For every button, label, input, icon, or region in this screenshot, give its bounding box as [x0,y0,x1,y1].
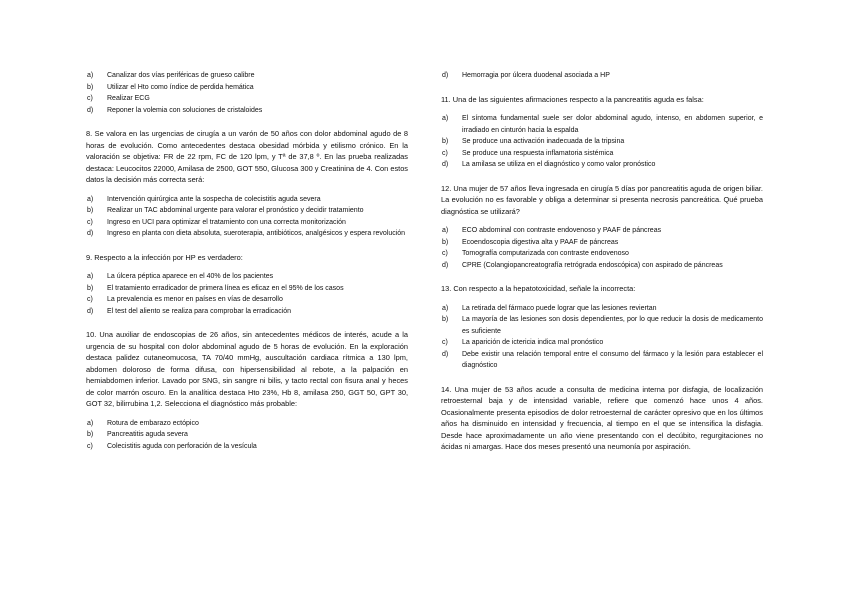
option: b) Realizar un TAC abdominal urgente para valorar el pronóstico y decidir tratamiento [87,207,364,214]
option: c) La prevalencia es menor en países en vías de desarrollo [87,296,283,303]
option: a) Rotura de embarazo ectópico [87,419,199,427]
option: c) Colecistitis aguda con perforación de la vesícula [87,442,257,450]
left-column [86,70,408,464]
option: b) Ecoendoscopia digestiva alta y PAAF de páncreas [442,238,619,246]
option: a) La retirada del fármaco puede lograr que las lesiones reviertan [442,304,657,312]
option: a) Intervención quirúrgica ante la sospecha de colecistitis aguda severa [87,195,321,203]
option: d) CPRE (Colangiopancreatografía retrógrada endoscópica) con aspirado de páncreas [442,261,723,269]
question-9-options [86,271,408,317]
option: c) Realizar ECG [87,95,150,102]
question-8-options [86,194,408,240]
prev-question-options [86,70,408,116]
question-12-options [441,225,763,271]
option: a) Canalizar dos vías periféricas de grueso calibre [87,72,255,79]
option: b) La mayoría de las lesiones son dosis dependientes, por lo que reducir la dosis de medicamento es suficiente [442,316,763,335]
question-10-options [86,418,408,453]
option: a) La úlcera péptica aparece en el 40% de los pacientes [87,273,274,280]
option: b) El tratamiento erradicador de primera línea es eficaz en el 95% de los casos [87,284,344,292]
question-11: 11. Una de las siguientes afirmaciones respecto a la pancreatitis aguda es falsa: [441,94,704,104]
option: d) El test del aliento se realiza para comprobar la erradicación [87,307,292,315]
option: b) Utilizar el Hto como índice de perdida hemática [87,83,254,91]
question-13: 13. Con respecto a la hepatotoxicidad, señale la incorrecta: [441,284,636,293]
option: c) La aparición de ictericia indica mal pronóstico [442,339,604,346]
option: b) Se produce una activación inadecuada de la tripsina [442,138,625,145]
option: c) Tomografía computarizada con contraste endovenoso [442,250,629,257]
option: a) ECO abdominal con contraste endovenoso y PAAF de páncreas [442,227,662,234]
option: c) Se produce una respuesta inflamatoria sistémica [442,149,614,157]
question-13-options [441,303,763,372]
question-14: 14. Una mujer de 53 años acude a consulta de medicina interna por disfagia, de localización retroesternal baja y de intensidad variable, refiere que comenzó hace unos 4 años. Ocasionalmente presenta episodios de dolor retroesternal de carácter opresivo que en los últimos años ha disminuido en intensidad y frecuencia, al tiempo en el que se intensifica la disfagia. Desde hace aproximadamente un año viene presentando con el decúbito, regurgitaciones no ácidas ni amargas. Hace dos meses presentó una neumonía por aspiración. [441,384,763,451]
option: a) El síntoma fundamental suele ser dolor abdominal agudo, intenso, en abdomen superior, e irradiado en cinturón hacia la espalda [442,115,763,134]
right-column [441,70,763,461]
option: d) Reponer la volemia con soluciones de cristaloides [87,106,263,114]
question-12: 12. Una mujer de 57 años lleva ingresada en cirugía 5 días por pancreatitis aguda de origen biliar. La evolución no es favorable y obliga a determinar si presenta necrosis pancreática. Qué prueba diagnóstica se utilizará? [441,183,763,216]
option: d) Ingreso en planta con dieta absoluta, sueroterapia, antibióticos, analgésicos y espera revolución [87,230,406,237]
question-9: 9. Respecto a la infección por HP es verdadero: [86,252,243,262]
question-11-options [441,113,763,171]
option: c) Ingreso en UCI para optimizar el tratamiento con una correcta monitorización [87,218,346,226]
option: d) Debe existir una relación temporal entre el consumo del fármaco y la lesión para establecer el diagnóstico [442,350,763,369]
option: b) Pancreatitis aguda severa [87,431,188,438]
q10-continued-options [441,70,763,82]
question-10: 10. Una auxiliar de endoscopias de 26 años, sin antecedentes médicos de interés, acude a la urgencia de su hospital con dolor abdominal agudo de 5 horas de evolución. En la exploración destaca palidez cutaneomucosa, TA 70/40 mmHg, auscultación cardiaca rítmica a 130 lpm, abdomen doloroso de forma difusa, con hipersensibilidad al rebote, a la palpación en hemiabdomen inferior. Lavado por SNG, sin sangre ni bilis, y tacto rectal con fisura anal y heces de color marrón oscuro. En la analítica destaca Hto 23%, Hb 8, amilasa 250, GGT 50, GPT 30, GOT 32, bilirrubina 1,2. Selecciona el diagnóstico más probable: [86,330,408,408]
question-8: 8. Se valora en las urgencias de cirugía a un varón de 50 años con dolor abdominal agudo de 8 horas de evolución. Como antecedentes destaca obesidad mórbida y etilismo crónico. En la valoración se objetiva: FR de 22 rpm, FC de 120 lpm, y Tª de 37,8 º. En las prueba realizadas destaca: Leucocitos 22000, Amilasa de 2500, GOT 550, Glucosa 300 y Creatinina de 4. Con estos datos la decisión más correcta será: [86,129,408,184]
option: d) La amilasa se utiliza en el diagnóstico y como valor pronóstico [442,161,656,168]
option: d) Hemorragia por úlcera duodenal asociada a HP [442,72,610,79]
